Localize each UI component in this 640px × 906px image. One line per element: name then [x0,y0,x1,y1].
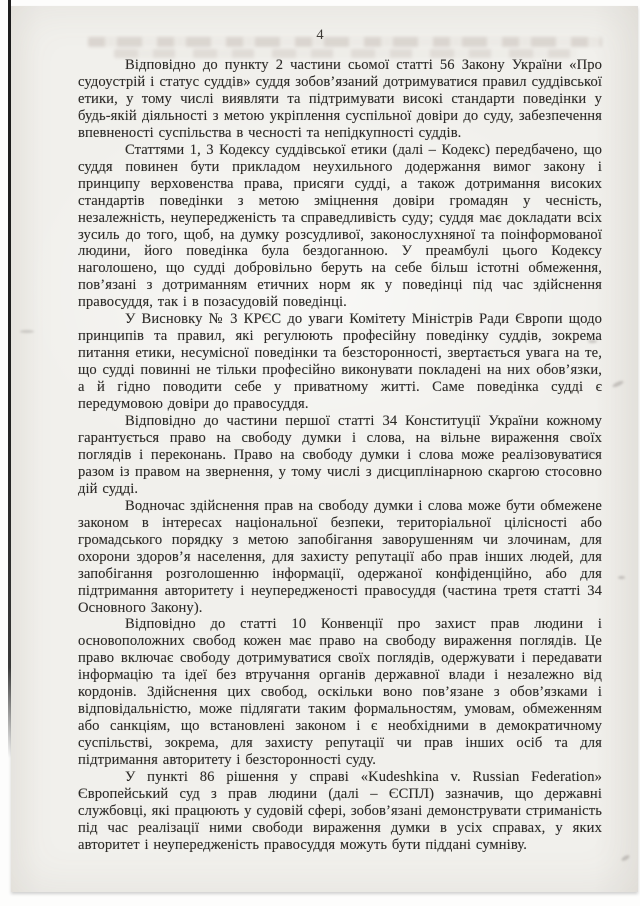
paragraph: У Висновку № 3 КРЄС до уваги Комітету Міністрів Ради Європи щодо принципів та правил, які регулюють професійну поведінку суддів, зокрема питання етики, несумісної поведінки та безсторонності, звертається увага на те, що судді повинні не тільки професійно виконувати покладені на них обов’язки, а й гідно поводити себе у приватному житті. Саме поведінка судді є передумовою довіри до правосуддя. [78,311,602,413]
paragraph: Відповідно до статті 10 Конвенції про захист прав людини і основоположних свобод кожен має право на свободу вираження поглядів. Це право включає свободу дотримуватися своїх поглядів, одержувати і передавати інформацію та ідеї без втручання органів державної влади і незалежно від кордонів. Здійснення цих свобод, оскільки воно пов’язане з обов’язками і відповідальністю, може підлягати таким формальностям, умовам, обмеженням або санкціям, що встановлені законом і є необхідними в демократичному суспільстві, зокрема, для захисту репутації чи прав інших осіб та для підтримання авторитету і безсторонності суду. [78,616,602,769]
page-number: 4 [316,27,324,43]
paragraph: Водночас здійснення прав на свободу думки і слова може бути обмежене законом в інтересах національної безпеки, територіальної цілісності або громадського порядку з метою запобігання заворушенням чи злочинам, для охорони здоров’я населення, для захисту репутації або прав інших людей, для запобігання розголошенню інформації, одержаної конфіденційно, або для підтримання авторитету і неупередженості правосуддя (частина третя статті 34 Основного Закону). [78,497,602,616]
document-body [78,57,602,854]
paragraph: Статтями 1, 3 Кодексу суддівської етики (далі – Кодекс) передбачено, що суддя повинен бути прикладом неухильного додержання вимог закону і принципу верховенства права, присяги судді, а також дотримання високих стандартів поведінки з метою зміцнення довіри громадян у чесність, незалежність, неупередженість та справедливість суду; суддя має докладати всіх зусиль до того, щоб, на думку розсудливої, законослухняної та поінформованої людини, його поведінка була бездоганною. У преамбулі цього Кодексу наголошено, що судді добровільно беруть на себе більш істотні обмеження, пов’язані з дотриманням етичних норм як у поведінці під час здійснення правосуддя, так і в позасудовій поведінці. [78,141,602,311]
paragraph: У пункті 86 рішення у справі «Kudeshkina v. Russian Federation» Європейський суд з прав людини (далі – ЄСПЛ) зазначив, що державні службовці, які працюють у судовій сфері, зобов’язані демонструвати стриманість під час реалізації ними свободи вираження думки в усіх справах, у яких авторитет і неупередженість правосуддя можуть бути піддані сумніву. [78,769,602,853]
paragraph: Відповідно до частини першої статті 34 Конституції України кожному гарантується право на свободу думки і слова, на вільне вираження своїх поглядів і переконань. Право на свободу думки і слова може реалізовуватися разом із правом на звернення, у тому числі з дисциплінарною скаргою стосовно дій судді. [78,413,602,497]
paragraph: Відповідно до пункту 2 частини сьомої статті 56 Закону України «Про судоустрій і статус суддів» суддя зобов’язаний дотримуватися правил суддівської етики, у тому числі виявляти та підтримувати високі стандарти поведінки у будь-якій діяльності з метою укріплення суспільної довіри до суду, забезпечення впевненості суспільства в чесності та непідкупності суддів. [78,57,602,141]
